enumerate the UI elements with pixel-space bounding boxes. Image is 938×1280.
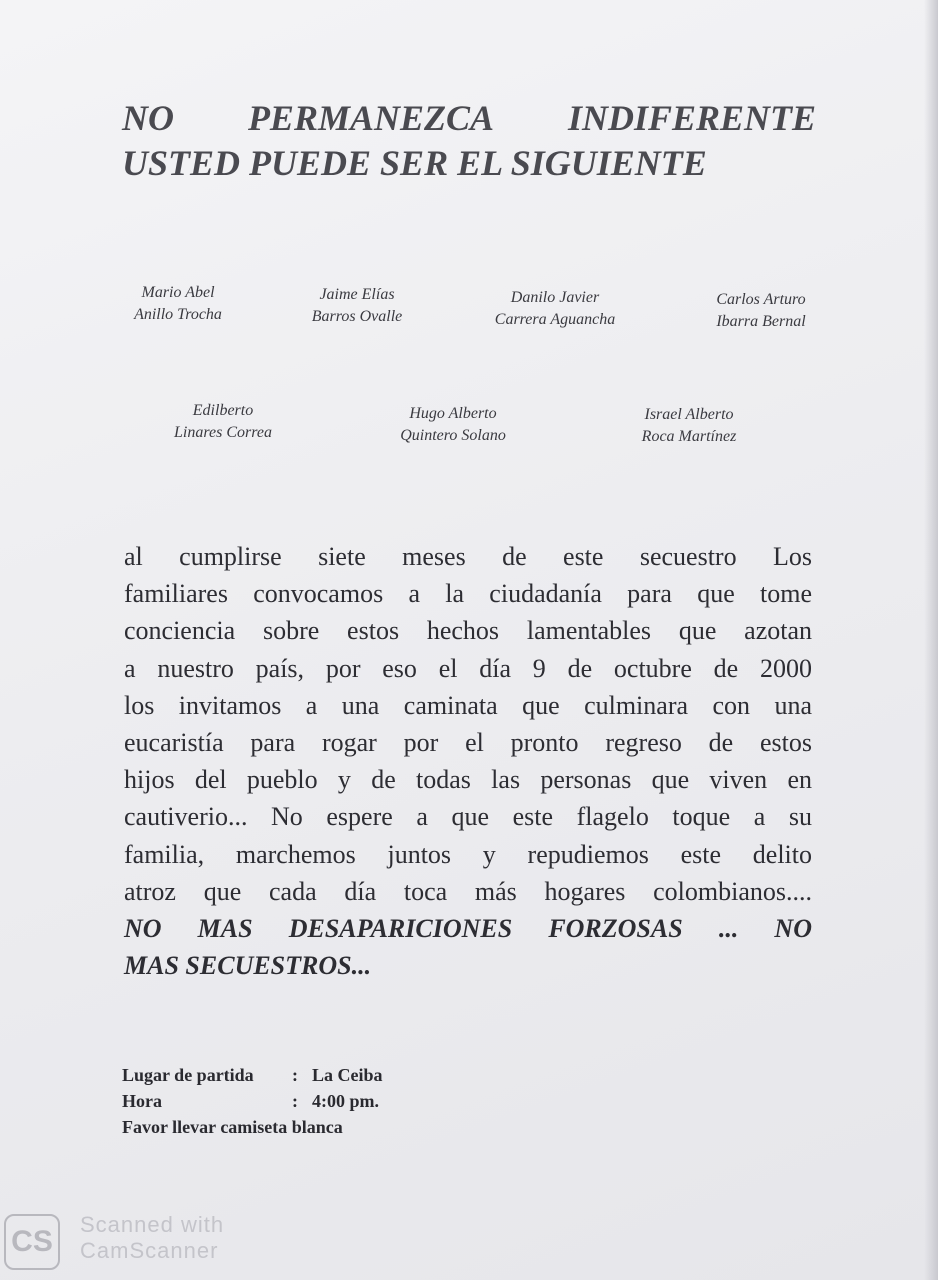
camscanner-watermark <box>0 1206 260 1276</box>
hostage-last-name: Linares Correa <box>174 424 272 441</box>
event-info <box>122 1062 383 1140</box>
time-label: Hora <box>122 1091 162 1111</box>
body-line: conciencia sobre estos hechos lamentables que azotan <box>124 616 812 646</box>
hostage-first-name: Carlos Arturo <box>716 291 806 308</box>
body-line: los invitamos a una caminata que culminara con una <box>124 690 812 720</box>
body-paragraph <box>124 538 812 984</box>
dress-code-note: Favor llevar camiseta blanca <box>122 1117 343 1137</box>
body-line: cautiverio... No espere a que este flagelo toque a su <box>124 802 812 832</box>
time-value: 4:00 pm. <box>312 1091 379 1111</box>
body-line: al cumplirse siete meses de este secuestro Los <box>124 542 812 571</box>
slogan-line: NO MAS DESAPARICIONES FORZOSAS ... NO <box>124 913 812 943</box>
hostage-last-name: Barros Ovalle <box>311 308 403 325</box>
body-line: familiares convocamos a la ciudadanía para que tome <box>124 579 812 609</box>
hostage-first-name: Danilo Javier <box>510 289 600 306</box>
departure-row: Lugar de partida : La Ceiba <box>122 1062 383 1088</box>
departure-value: La Ceiba <box>312 1065 383 1085</box>
departure-label: Lugar de partida <box>122 1065 254 1085</box>
body-line: hijos del pueblo y de todas las personas que viven en <box>124 765 812 795</box>
hostage-name <box>614 404 764 448</box>
hostage-first-name: Israel Alberto <box>644 406 734 423</box>
headline-line-2: USTED PUEDE SER EL SIGUIENTE <box>122 143 707 183</box>
hostage-name <box>148 400 298 444</box>
body-line: eucaristía para rogar por el pronto regreso de estos <box>124 727 812 757</box>
time-row: Hora : 4:00 pm. <box>122 1088 383 1114</box>
watermark-line-2: CamScanner <box>80 1238 219 1263</box>
camscanner-logo-icon: CS <box>4 1214 60 1270</box>
hostage-first-name: Hugo Alberto <box>409 405 497 422</box>
hostage-last-name: Roca Martínez <box>641 428 737 445</box>
hostage-first-name: Mario Abel <box>141 284 215 301</box>
hostage-name <box>686 289 836 333</box>
hostage-last-name: Anillo Trocha <box>134 306 222 323</box>
headline-line-1 <box>122 96 816 140</box>
body-line: familia, marchemos juntos y repudiemos este delito <box>124 839 812 869</box>
hostage-name <box>282 284 432 328</box>
body-line: a nuestro país, por eso el día 9 de octubre de 2000 <box>124 653 812 683</box>
headline-word: NO <box>122 98 174 138</box>
hostage-last-name: Quintero Solano <box>400 427 506 444</box>
paper-edge-shadow <box>924 0 938 1280</box>
hostage-name <box>470 287 640 331</box>
hostage-name <box>378 403 528 447</box>
headline-word: INDIFERENTE <box>567 98 816 138</box>
headline-word: PERMANEZCA <box>247 98 494 138</box>
hostage-last-name: Carrera Aguancha <box>494 311 616 328</box>
hostage-last-name: Ibarra Bernal <box>716 313 806 330</box>
hostage-first-name: Edilberto <box>192 402 254 419</box>
watermark-line-1: Scanned with <box>80 1212 225 1237</box>
hostage-first-name: Jaime Elías <box>319 286 395 303</box>
hostage-name <box>108 282 248 326</box>
slogan-line: MAS SECUESTROS... <box>124 951 372 981</box>
body-line: atroz que cada día toca más hogares colombianos.... <box>124 876 812 906</box>
